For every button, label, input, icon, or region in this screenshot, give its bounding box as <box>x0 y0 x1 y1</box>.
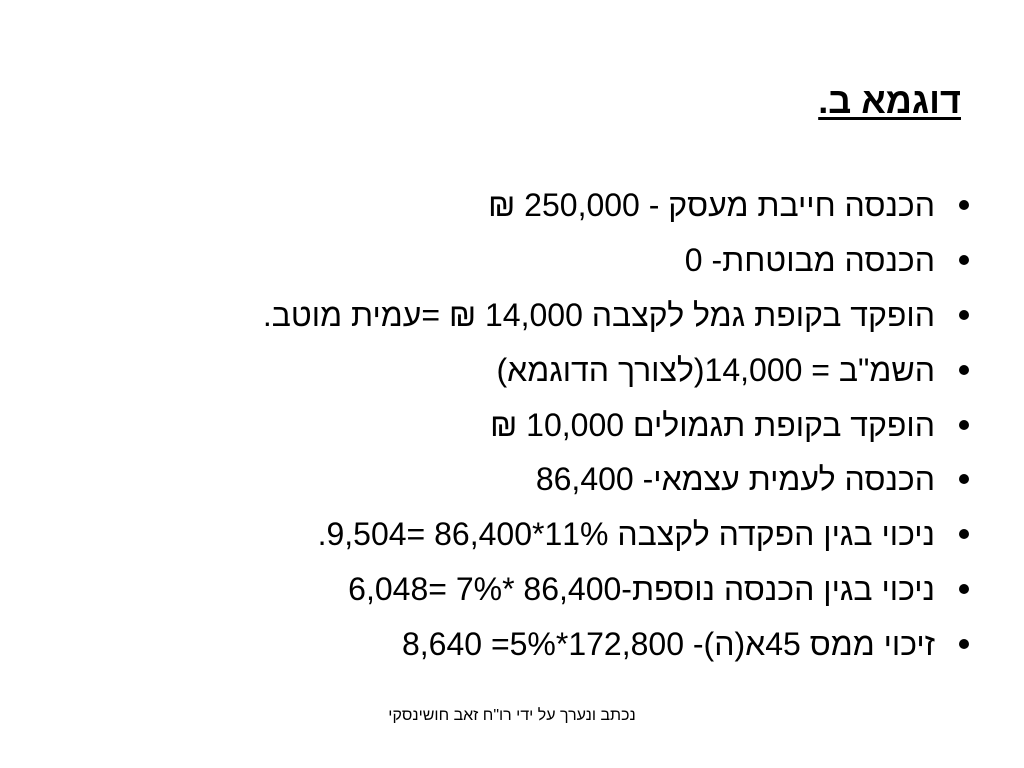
bullet-text: הופקד בקופת תגמולים 10,000 ₪ <box>490 406 935 443</box>
bullet-item <box>263 288 969 343</box>
bullet-dot-icon <box>959 584 969 594</box>
bullet-item <box>263 562 969 617</box>
bullet-dot-icon <box>959 310 969 320</box>
bullet-item <box>263 452 969 507</box>
bullet-item <box>263 233 969 288</box>
bullet-item <box>263 178 969 233</box>
footer-note: נכתב ונערך על ידי רו"ח זאב חושינסקי <box>388 707 636 724</box>
bullet-text: הכנסה לעמית עצמאי- 86,400 <box>535 461 935 498</box>
bullet-text: ניכוי בגין הכנסה נוספת-86,400 *7% =6,048 <box>348 570 935 607</box>
bullet-dot-icon <box>959 200 969 210</box>
bullet-dot-icon <box>959 420 969 430</box>
bullet-text: הופקד בקופת גמל לקצבה 14,000 ₪ =עמית מוטב. <box>262 296 935 333</box>
bullet-dot-icon <box>959 529 969 539</box>
bullet-item <box>263 616 969 671</box>
bullet-dot-icon <box>959 365 969 375</box>
bullet-text: הכנסה מבוטחת- 0 <box>684 242 935 279</box>
bullet-text: הכנסה חייבת מעסק - 250,000 ₪ <box>488 187 935 224</box>
bullet-text: ניכוי בגין הפקדה לקצבה 11%*86,400 =9,504. <box>317 516 935 553</box>
slide-title: דוגמא ב. <box>818 80 961 121</box>
bullet-item <box>263 342 969 397</box>
bullet-text: זיכוי ממס 45א(ה)- 172,800*5%= 8,640 <box>401 625 935 662</box>
bullet-dot-icon <box>959 639 969 649</box>
bullet-dot-icon <box>959 474 969 484</box>
bullet-list <box>263 178 969 671</box>
bullet-item <box>263 397 969 452</box>
bullet-text: השמ"ב = 14,000(לצורך הדוגמא) <box>496 351 935 388</box>
bullet-item <box>263 507 969 562</box>
bullet-dot-icon <box>959 255 969 265</box>
